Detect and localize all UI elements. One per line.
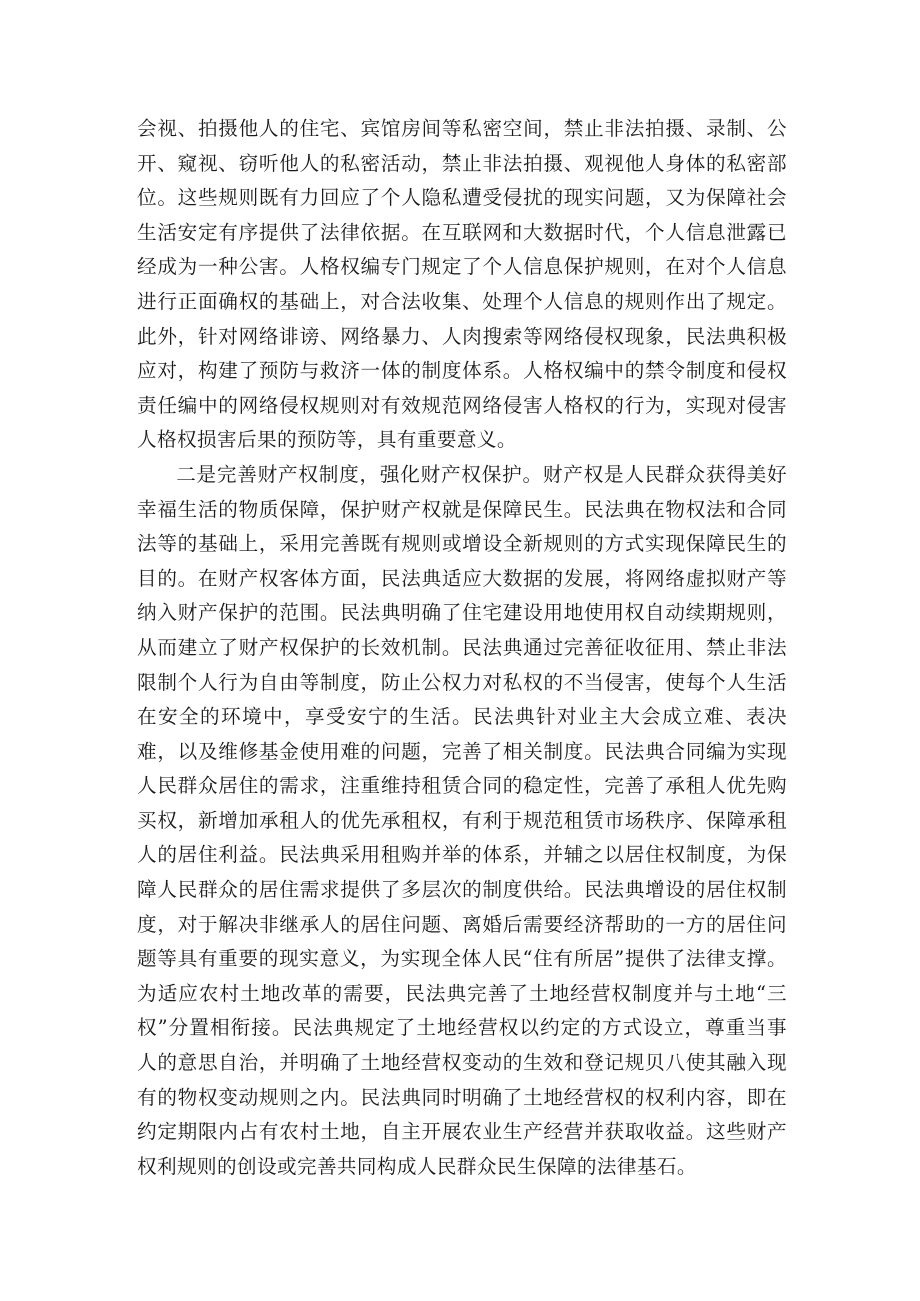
paragraph-privacy-continuation: 会视、拍摄他人的住宅、宾馆房间等私密空间，禁止非法拍摄、录制、公开、窥视、窃听他人的私密活动，禁止非法拍摄、观视他人身体的私密部位。这些规则既有力回应了个人隐私遭受侵扰的现实问题，又为保障社会生活安定有序提供了法律依据。在互联网和大数据时代，个人信息泄露已经成为一种公害。人格权编专门规定了个人信息保护规则，在对个人信息进行正面确权的基础上，对合法收集、处理个人信息的规则作出了规定。此外，针对网络诽谤、网络暴力、人肉搜索等网络侵权现象，民法典积极应对，构建了预防与救济一体的制度体系。人格权编中的禁令制度和侵权责任编中的网络侵权规则对有效规范网络侵害人格权的行为，实现对侵害人格权损害后果的预防等，具有重要意义。 — [137, 117, 787, 452]
paragraph-property-rights: 二是完善财产权制度，强化财产权保护。财产权是人民群众获得美好幸福生活的物质保障，保护财产权就是保障民生。民法典在物权法和合同法等的基础上，采用完善既有规则或增设全新规则的方式实现保障民生的目的。在财产权客体方面，民法典适应大数据的发展，将网络虚拟财产等纳入财产保护的范围。民法典明确了住宅建设用地使用权自动续期规则，从而建立了财产权保护的长效机制。民法典通过完善征收征用、禁止非法限制个人行为自由等制度，防止公权力对私权的不当侵害，使每个人生活在安全的环境中，享受安宁的生活。民法典针对业主大会成立难、表决难，以及维修基金使用难的问题，完善了相关制度。民法典合同编为实现人民群众居住的需求，注重维持租赁合同的稳定性，完善了承租人优先购买权，新增加承租人的优先承租权，有利于规范租赁市场秩序、保障承租人的居住利益。民法典采用租购并举的体系，并辅之以居住权制度，为保障人民群众的居住需求提供了多层次的制度供给。民法典增设的居住权制度，对于解决非继承人的居住问题、离婚后需要经济帮助的一方的居住问题等具有重要的现实意义，为实现全体人民“住有所居”提供了法律支撑。为适应农村土地改革的需要，民法典完善了土地经营权制度并与土地“三权”分置相衔接。民法典规定了土地经营权以约定的方式设立，尊重当事人的意思自治，并明确了土地经营权变动的生效和登记规贝八使其融入现有的物权变动规则之内。民法典同时明确了土地经营权的权利内容，即在约定期限内占有农村土地，自主开展农业生产经营并获取收益。这些财产权利规则的创设或完善共同构成人民群众民生保障的法律基石。 — [137, 462, 787, 1178]
document-body — [137, 112, 787, 1184]
